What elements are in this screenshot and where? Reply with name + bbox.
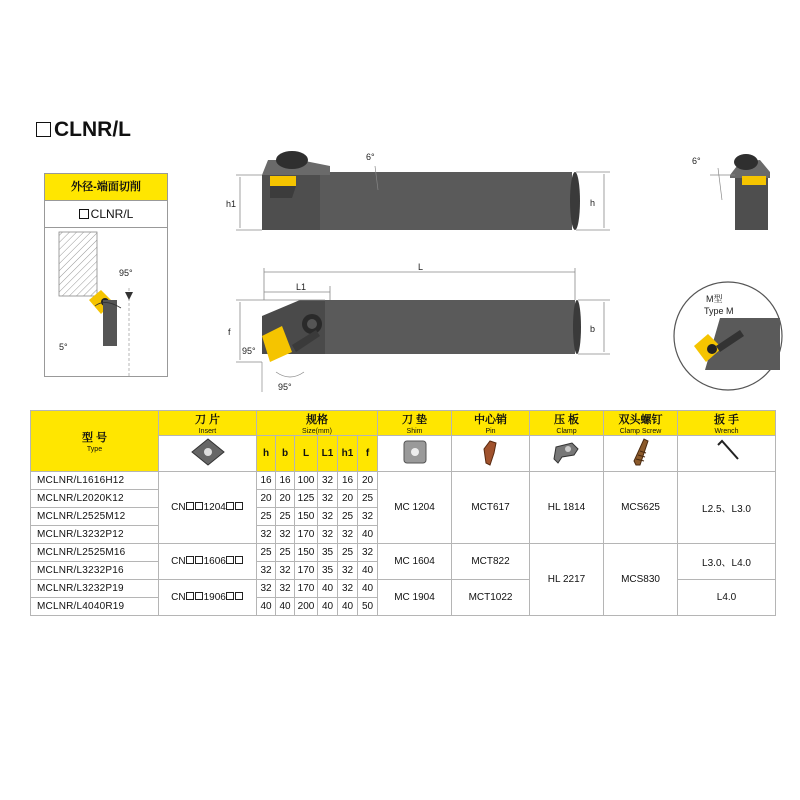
- table-row: MCLNR/L3232P16 32 32 170 35 32 40: [31, 562, 776, 580]
- spec-table: [30, 410, 776, 616]
- dim-f-header: f: [358, 436, 378, 472]
- screw-code: MCS830: [604, 544, 678, 616]
- table-row: MCLNR/L4040R19 40 40 200 40 40 50: [31, 598, 776, 616]
- h-label: h: [590, 198, 596, 208]
- top-view-drawing: [228, 262, 610, 392]
- h1-label: h1: [226, 199, 237, 209]
- wrench-code: L3.0、L4.0: [678, 544, 776, 580]
- screw-code: MCS625: [604, 472, 678, 544]
- detail-label-cn: M型: [706, 294, 723, 304]
- shim-header: 刀 垫 Shim: [378, 411, 452, 436]
- wrench-code: L2.5、L3.0: [678, 472, 776, 544]
- table-row: MCLNR/L2020K12 20 20 125 32 20 25: [31, 490, 776, 508]
- left-angle-label: 95°: [242, 346, 256, 356]
- table-header-row: [31, 411, 776, 436]
- pin-icon: [476, 437, 506, 467]
- clamp-image: [530, 436, 604, 472]
- checkbox-square-icon: [79, 209, 89, 219]
- page-title: CLNR/L: [36, 118, 131, 142]
- clamp-icon: [552, 437, 582, 467]
- b-label: b: [590, 324, 596, 334]
- insert-code: CN 1906: [159, 580, 257, 616]
- table-row: MCLNR/L2525M12 25 25 150 32 25 32: [31, 508, 776, 526]
- wrench-header: 扳 手 Wrench: [678, 411, 776, 436]
- bottom-angle-label: 95°: [278, 382, 292, 392]
- operation-box: [44, 173, 168, 377]
- wrench-code: L4.0: [678, 580, 776, 616]
- operation-angle-top: 95°: [119, 268, 133, 278]
- side-angle-label: 6°: [366, 152, 375, 162]
- detail-label-en: Type M: [704, 306, 734, 316]
- clamp-header: 压 板 Clamp: [530, 411, 604, 436]
- clamp-code: HL 2217: [530, 544, 604, 616]
- screw-icon: [626, 437, 656, 467]
- clamp-code: HL 1814: [530, 472, 604, 544]
- insert-header: 刀 片 Insert: [159, 411, 257, 436]
- dim-L1-header: L1: [318, 436, 338, 472]
- type-header: 型 号 Type: [31, 411, 159, 472]
- hex-key-icon: [712, 437, 742, 467]
- pin-code: MCT617: [452, 472, 530, 544]
- table-row: MCLNR/L2525M16 CN 1606 25 25 150 35 25 32 MC 1604 MCT822 HL 2217 MCS830 L3.0、L4.0: [31, 544, 776, 562]
- shim-icon: [400, 437, 430, 467]
- L1-label: L1: [296, 282, 307, 292]
- screw-image: [604, 436, 678, 472]
- table-row: MCLNR/L3232P19 CN 1906 32 32 170 40 32 40 MC 1904 MCT1022 L4.0: [31, 580, 776, 598]
- pin-image: [452, 436, 530, 472]
- operation-angle-bottom: 5°: [59, 342, 68, 352]
- insert-code: CN 1606: [159, 544, 257, 580]
- end-view-drawing: [692, 154, 770, 230]
- shim-code: MC 1204: [378, 472, 452, 544]
- shim-code: MC 1904: [378, 580, 452, 616]
- side-view-drawing: [226, 151, 610, 230]
- shim-image: [378, 436, 452, 472]
- pin-code: MCT1022: [452, 580, 530, 616]
- L-label: L: [418, 262, 424, 272]
- pin-code: MCT822: [452, 544, 530, 580]
- shim-code: MC 1604: [378, 544, 452, 580]
- dim-b-header: b: [276, 436, 295, 472]
- dim-h-header: h: [257, 436, 276, 472]
- insert-image: [159, 436, 257, 472]
- insert-icon: [188, 436, 228, 468]
- table-row: MCLNR/L1616H12 CN 1204 16 16 100 32 16 20 MC 1204 MCT617 HL 1814 MCS625 L2.5、L3.0: [31, 472, 776, 490]
- end-angle-label: 6°: [692, 156, 701, 166]
- dim-h1-header: h1: [338, 436, 358, 472]
- detail-circle-drawing: [674, 282, 782, 390]
- operation-heading: 外径-端面切削: [45, 174, 167, 201]
- pin-header: 中心销 Pin: [452, 411, 530, 436]
- f-label: f: [228, 327, 231, 337]
- table-row: MCLNR/L3232P12 32 32 170 32 32 40: [31, 526, 776, 544]
- wrench-image: [678, 436, 776, 472]
- operation-subtitle: CLNR/L: [45, 201, 167, 228]
- screw-header: 双头螺钉 Clamp Screw: [604, 411, 678, 436]
- dim-L-header: L: [295, 436, 318, 472]
- insert-code: CN 1204: [159, 472, 257, 544]
- size-header: 规格 Size(mm): [257, 411, 378, 436]
- operation-diagram: [45, 228, 167, 376]
